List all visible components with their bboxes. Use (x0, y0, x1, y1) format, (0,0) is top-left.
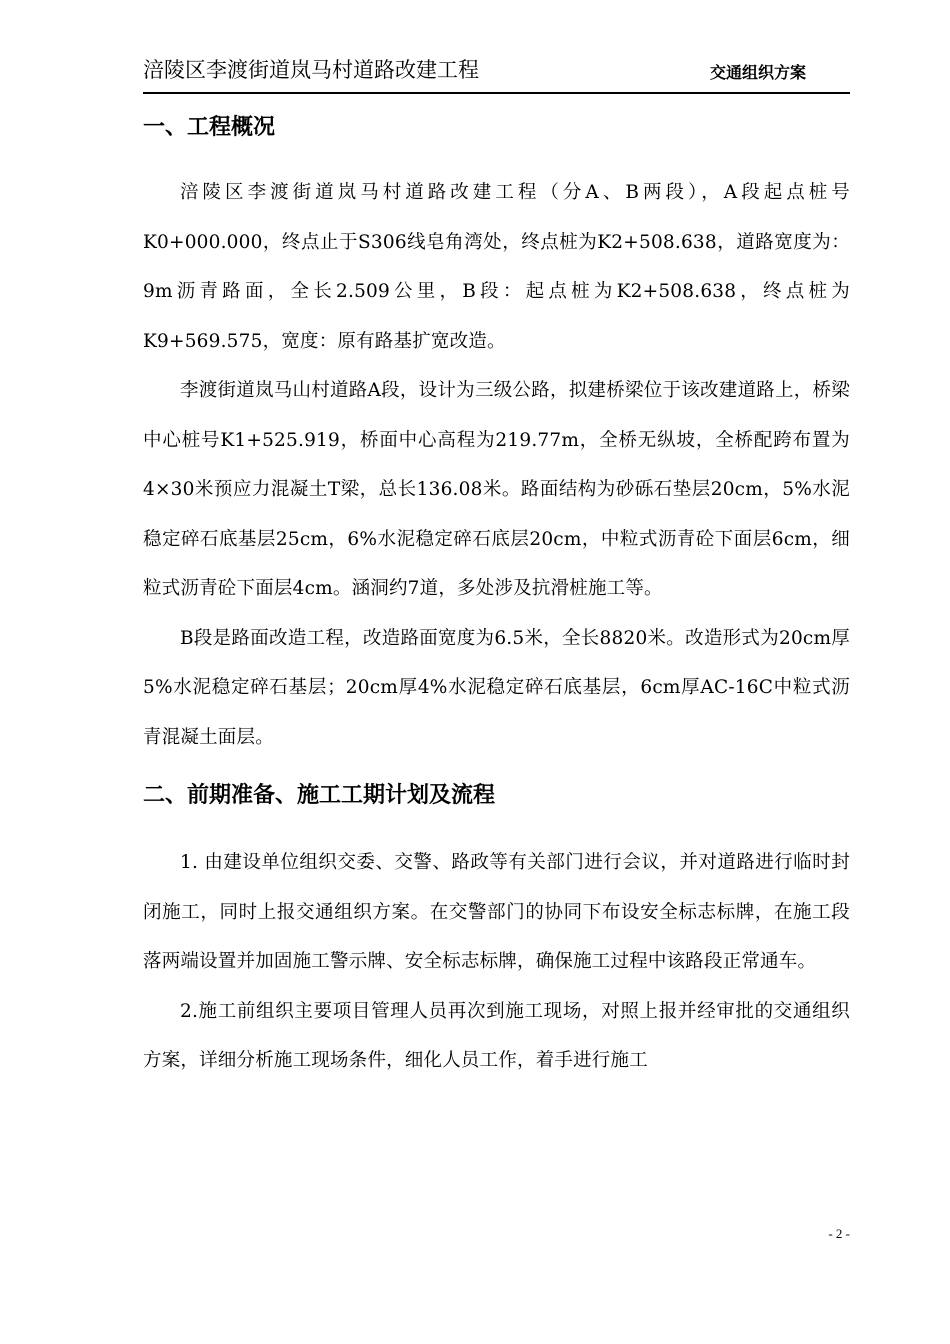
section-2-paragraph-1: 1. 由建设单位组织交委、交警、路政等有关部门进行会议，并对道路进行临时封闭施工，同时上报交通组织方案。在交警部门的协同下布设安全标志标牌，在施工段落两端设置并加固施工警示牌、安全标志标牌，确保施工过程中该路段正常通车。 (143, 852, 850, 972)
section-1-paragraph-2: 李渡街道岚马山村道路A段，设计为三级公路，拟建桥梁位于该改建道路上，桥梁中心桩号K1+525.919，桥面中心高程为219.77m，全桥无纵坡，全桥配跨布置为4×30米预应力混凝土T梁，总长136.08米。路面结构为砂砾石垫层20cm，5%水泥稳定碎石底基层25cm，6%水泥稳定碎石底层20cm，中粒式沥青砼下面层6cm，细粒式沥青砼下面层4cm。涵洞约7道，多处涉及抗滑桩施工等。 (143, 380, 850, 599)
section-2-heading: 二、前期准备、施工工期计划及流程 (143, 783, 496, 808)
document-body (143, 108, 850, 1086)
section-2-paragraph-2: 2.施工前组织主要项目管理人员再次到施工现场，对照上报并经审批的交通组织方案，详细分析施工现场条件，细化人员工作，着手进行施工 (143, 1000, 850, 1071)
section-1-heading: 一、工程概况 (143, 115, 276, 140)
section-1-paragraph-1: 涪陵区李渡街道岚马村道路改建工程（分A、B两段），A段起点桩号K0+000.000，终点止于S306线皂角湾处，终点桩为K2+508.638，道路宽度为：9m沥青路面，全长2.509公里，B段：起点桩为K2+508.638，终点桩为K9+569.575，宽度：原有路基扩宽改造。 (143, 182, 850, 352)
page-number: - 2 - (828, 1226, 850, 1241)
header-project-title: 涪陵区李渡街道岚马村道路改建工程 (143, 58, 479, 82)
page-header (143, 48, 850, 94)
section-1-paragraph-3: B段是路面改造工程，改造路面宽度为6.5米，全长8820米。改造形式为20cm厚5%水泥稳定碎石基层；20cm厚4%水泥稳定碎石底基层，6cm厚AC-16C中粒式沥青混凝土面层。 (143, 627, 850, 748)
header-document-title: 交通组织方案 (709, 63, 806, 82)
